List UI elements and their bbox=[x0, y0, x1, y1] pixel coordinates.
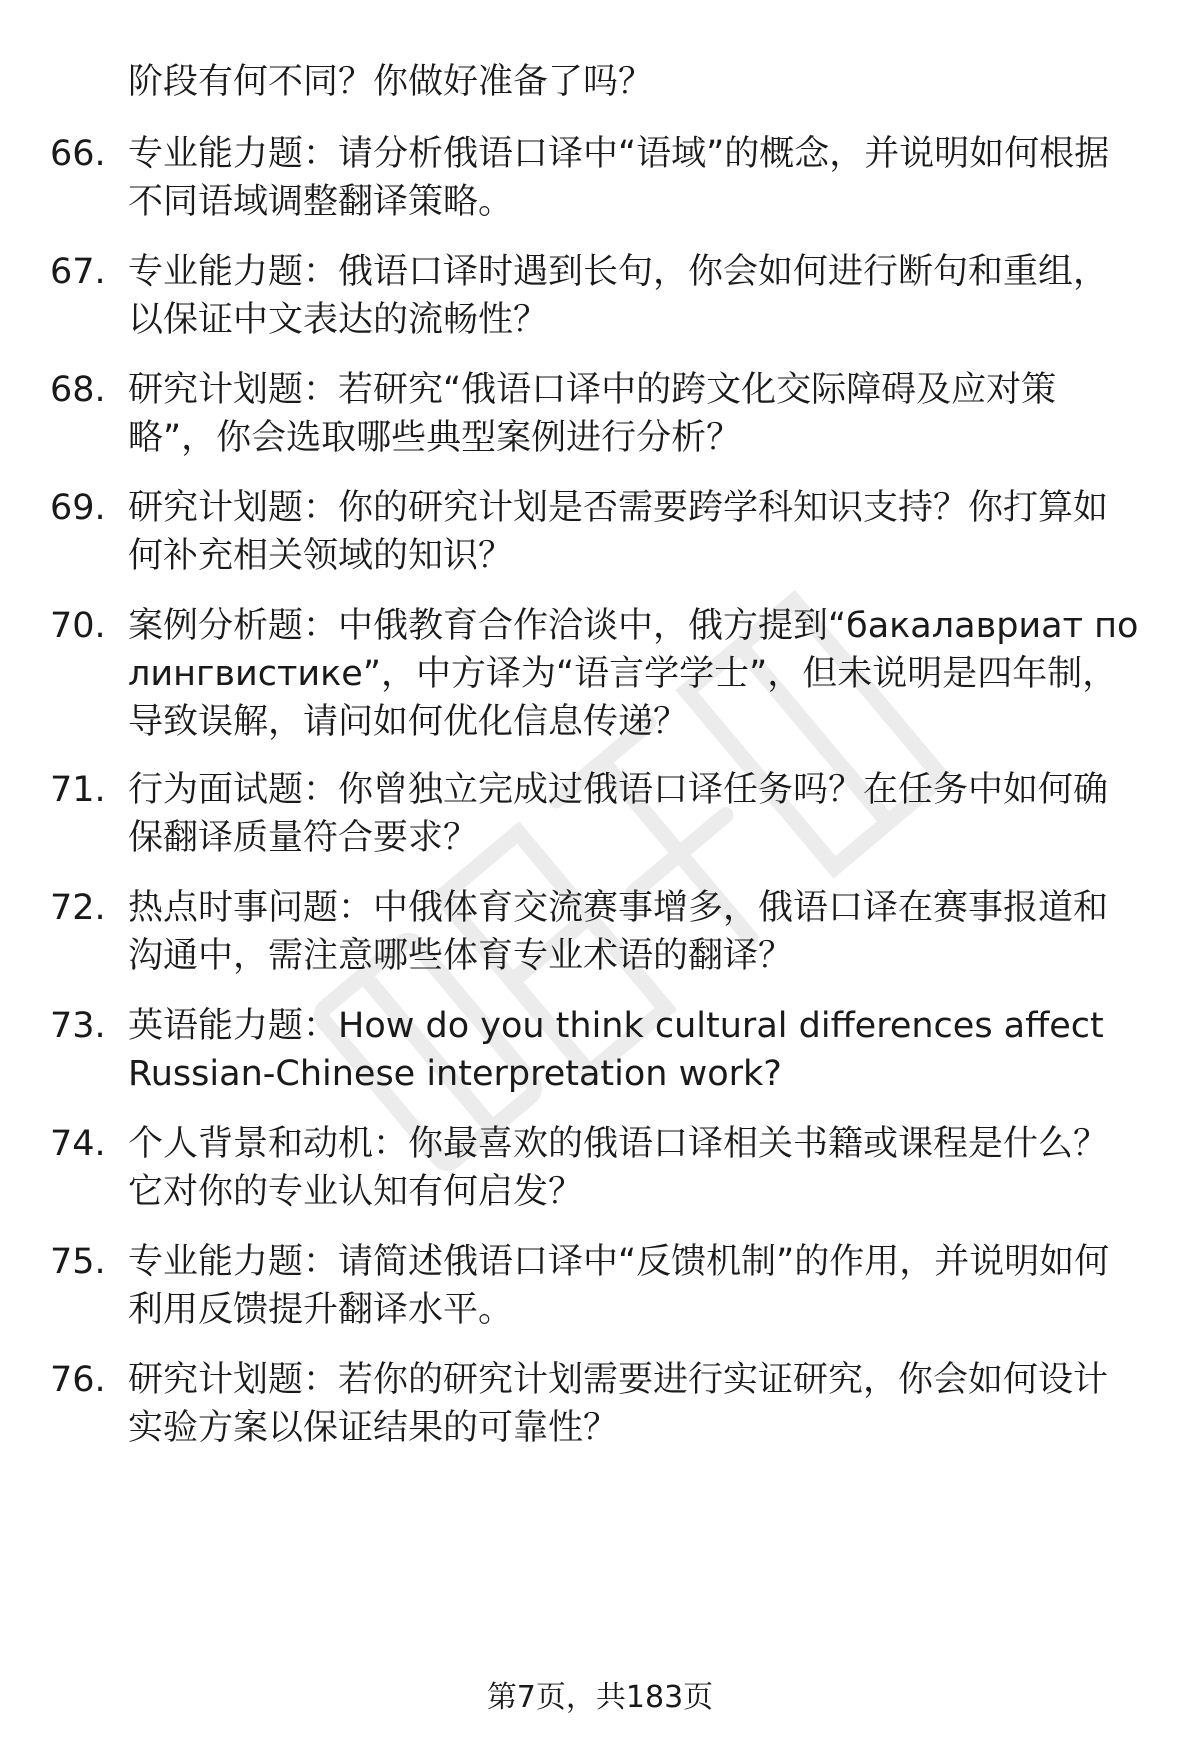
question-text: 个人背景和动机：你最喜欢的俄语口译相关书籍或课程是什么？它对你的专业认知有何启发？ bbox=[128, 1124, 1109, 1212]
question-number: 66. bbox=[50, 134, 106, 174]
question-number: 67. bbox=[50, 252, 106, 292]
question-number: 73. bbox=[50, 1006, 106, 1046]
question-text: 案例分析题：中俄教育合作洽谈中，俄方提到“бакалавриат по лингвистике”，中方译为“语言学学士”，但未说明是四年制，导致误解，请问如何优化信息传递？ bbox=[128, 606, 1139, 742]
question-text: 研究计划题：若研究“俄语口译中的跨文化交际障碍及应对策略”，你会选取哪些典型案例进行分析？ bbox=[128, 370, 1057, 458]
question-text: 研究计划题：若你的研究计划需要进行实证研究，你会如何设计实验方案以保证结果的可靠性？ bbox=[128, 1360, 1109, 1448]
question-number: 75. bbox=[50, 1242, 106, 1282]
continuation-text: 阶段有何不同？你做好准备了吗？ bbox=[128, 62, 654, 102]
question-number: 71. bbox=[50, 770, 106, 810]
question-text: 专业能力题：请分析俄语口译中“语域”的概念，并说明如何根据不同语域调整翻译策略。 bbox=[128, 134, 1110, 222]
question-number: 68. bbox=[50, 370, 106, 410]
page-footer: 第7页，共183页 bbox=[486, 1680, 714, 1715]
question-number: 70. bbox=[50, 606, 106, 646]
question-text: 研究计划题：你的研究计划是否需要跨学科知识支持？你打算如何补充相关领域的知识？ bbox=[128, 488, 1109, 576]
question-number: 69. bbox=[50, 488, 106, 528]
question-text: 热点时事问题：中俄体育交流赛事增多，俄语口译在赛事报道和沟通中，需注意哪些体育专业术语的翻译？ bbox=[128, 888, 1109, 976]
question-text: 英语能力题：How do you think cultural differences affect Russian-Chinese interpretation work? bbox=[128, 1006, 1104, 1094]
question-number: 76. bbox=[50, 1360, 106, 1400]
question-number: 74. bbox=[50, 1124, 106, 1164]
question-text: 专业能力题：俄语口译时遇到长句，你会如何进行断句和重组，以保证中文表达的流畅性？ bbox=[128, 252, 1109, 340]
question-text: 专业能力题：请简述俄语口译中“反馈机制”的作用，并说明如何利用反馈提升翻译水平。 bbox=[128, 1242, 1110, 1330]
question-number: 72. bbox=[50, 888, 106, 928]
question-text: 行为面试题：你曾独立完成过俄语口译任务吗？在任务中如何确保翻译质量符合要求？ bbox=[128, 770, 1109, 858]
